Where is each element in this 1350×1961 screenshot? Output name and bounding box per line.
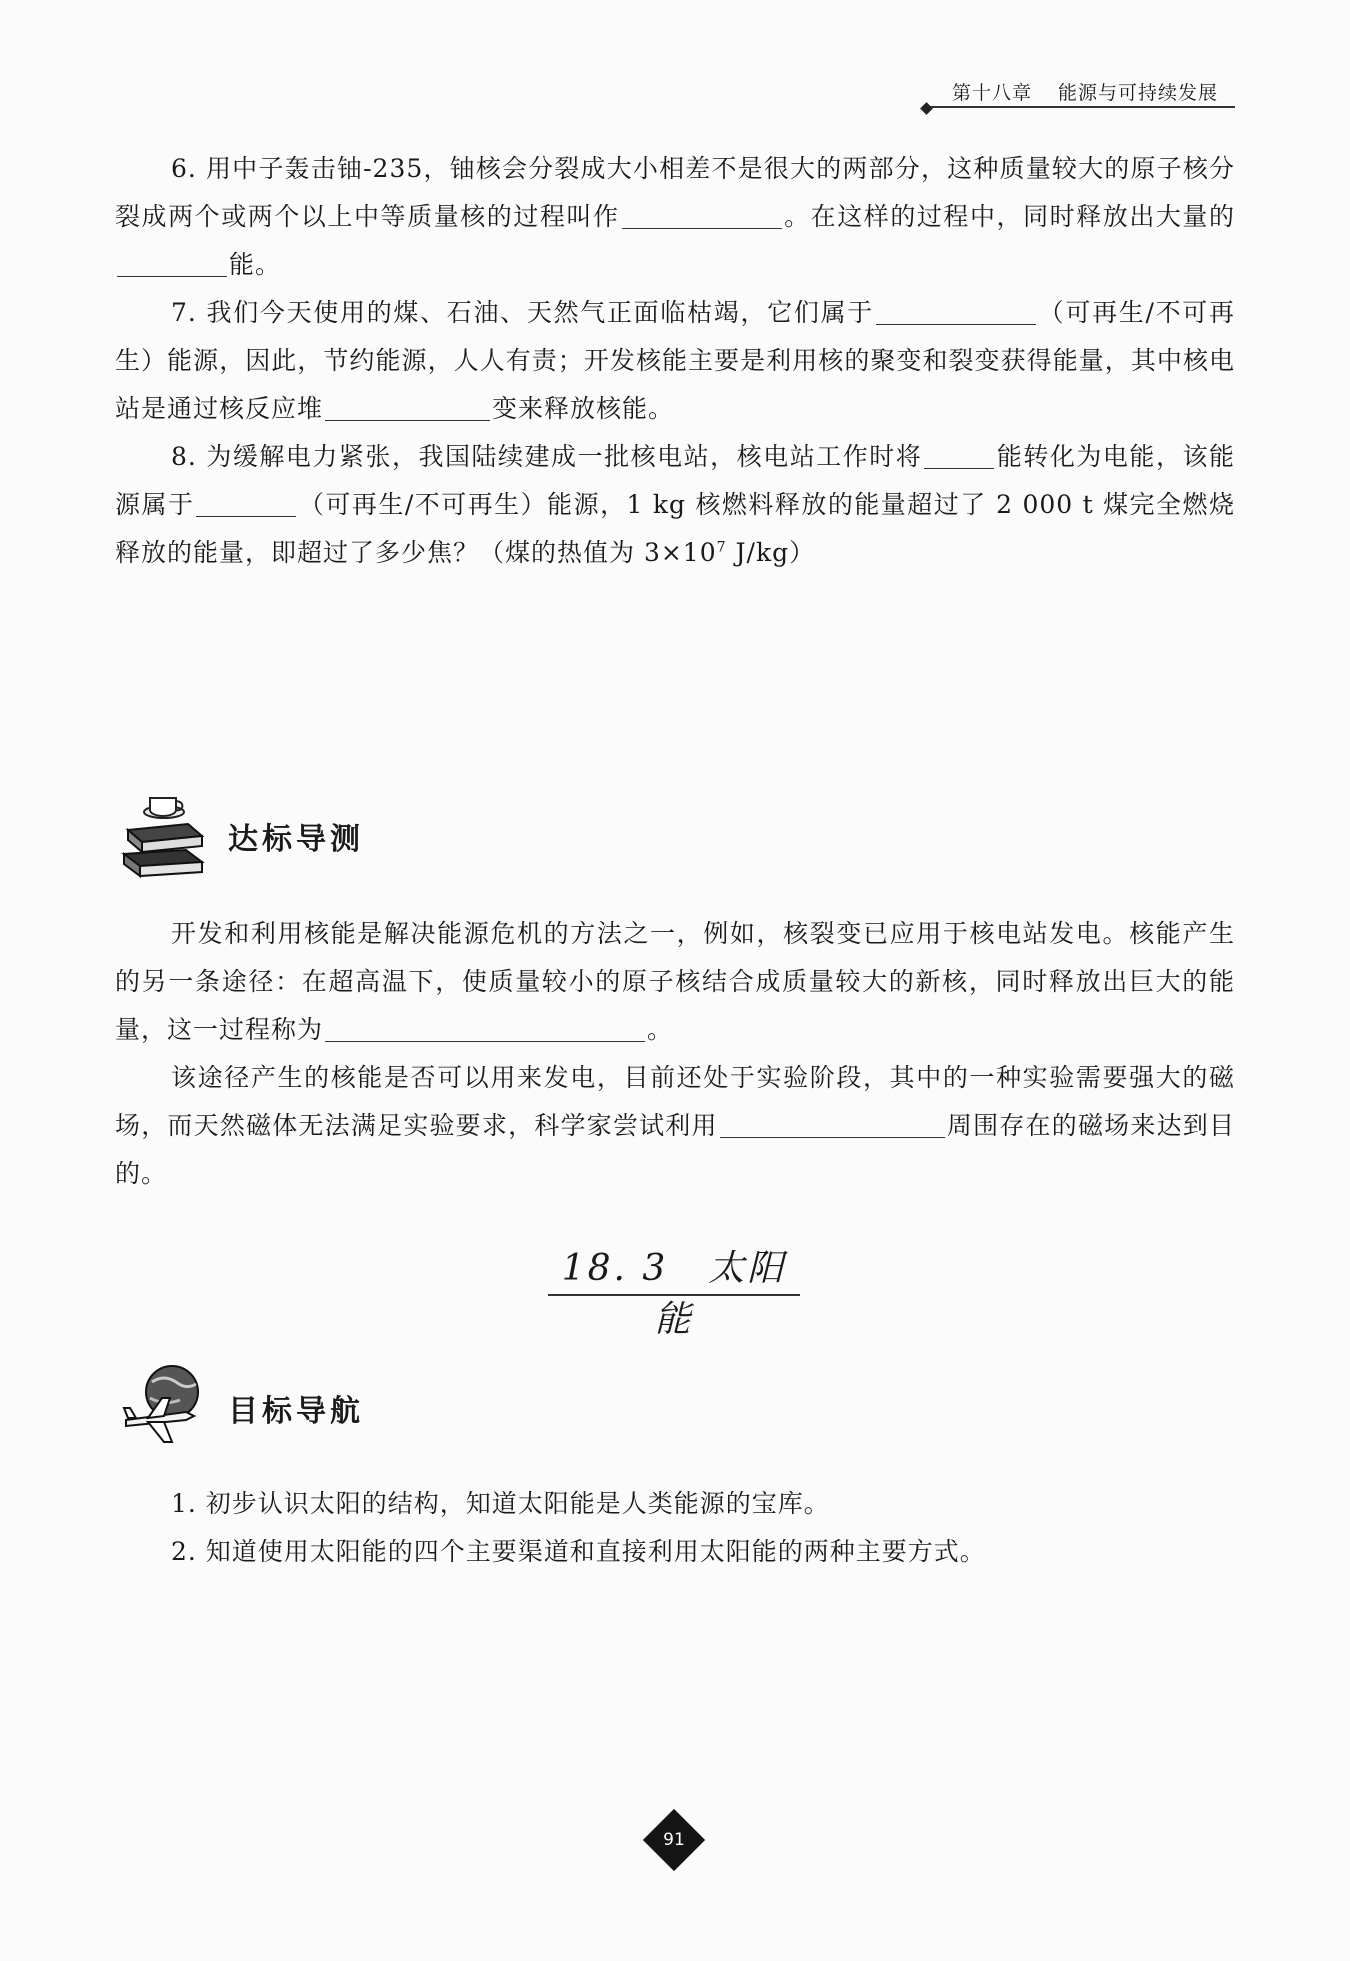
- test-paragraph-1-end: 。: [647, 1015, 674, 1044]
- chapter-title: 能源与可持续发展: [1058, 82, 1219, 104]
- question-6-text-c: 能。: [229, 250, 282, 279]
- test-paragraph-2-text: 该途径产生的核能是否可以用来发电，目前还处于实验阶段，其中的一种实验需要强大的磁场，而天然磁体无法满足实验要求，科学家尝试利用: [115, 1063, 1235, 1140]
- page-number-badge: [643, 1809, 705, 1871]
- lesson-title: [548, 1240, 800, 1340]
- answer-blank[interactable]: [117, 248, 227, 277]
- question-6: [115, 145, 1235, 289]
- page-number: 91: [663, 1830, 685, 1850]
- section-heading-test: [118, 790, 518, 880]
- question-8-text-c: （可再生/不可再生）能源，1 kg 核燃料释放的能量超过了 2 000 t 煤完全燃烧释放的能量，即超过了多少焦？（煤的热值为 3×10: [115, 490, 1235, 567]
- lesson-name: 太阳能: [654, 1248, 787, 1340]
- answer-blank[interactable]: [196, 488, 296, 517]
- question-7-text-b: （可再生/不可再生）能源，因此，节约能源，人人有责；开发核能主要是利用核的聚变和裂变获得能量，其中核电站是通过核反应堆: [115, 298, 1235, 423]
- question-6-text-a: 6. 用中子轰击铀-235，铀核会分裂成大小相差不是很大的两部分，这种质量较大的原子核分裂成两个或两个以上中等质量核的过程叫作: [115, 154, 1235, 231]
- chapter-number: 第十八章: [952, 82, 1033, 104]
- answer-blank[interactable]: [325, 1013, 645, 1042]
- answer-blank[interactable]: [876, 296, 1036, 325]
- question-8-text-d: J/kg）: [726, 538, 816, 567]
- exponent: 7: [716, 539, 727, 556]
- section-heading-goals: [118, 1360, 518, 1450]
- test-paragraph-2-end: 周围存在的磁场来达到目的。: [115, 1111, 1235, 1188]
- answer-blank[interactable]: [622, 200, 782, 229]
- section-title-goals: 目标导航: [228, 1394, 364, 1429]
- globe-airplane-icon: [118, 1360, 210, 1452]
- section-title-test: 达标导测: [228, 822, 364, 857]
- diamond-bullet-icon: [920, 102, 933, 115]
- test-paragraph-2: [115, 1054, 1235, 1198]
- goal-item-1: 1. 初步认识太阳的结构，知道太阳能是人类能源的宝库。: [171, 1489, 830, 1518]
- lesson-number: 18. 3: [561, 1248, 669, 1289]
- running-header: [930, 78, 1235, 108]
- answer-blank[interactable]: [720, 1109, 945, 1138]
- books-coffee-icon: [118, 790, 210, 890]
- exercise-questions: [115, 145, 1235, 577]
- question-7-text-a: 7. 我们今天使用的煤、石油、天然气正面临枯竭，它们属于: [171, 298, 874, 327]
- question-6-text-b: 。在这样的过程中，同时释放出大量的: [783, 202, 1235, 231]
- question-8-text-a: 8. 为缓解电力紧张，我国陆续建成一批核电站，核电站工作时将: [171, 442, 923, 471]
- test-paragraph-1-text: 开发和利用核能是解决能源危机的方法之一，例如，核裂变已应用于核电站发电。核能产生的另一条途径：在超高温下，使质量较小的原子核结合成质量较大的新核，同时释放出巨大的能量，这一过程称为: [115, 919, 1235, 1044]
- question-7: [115, 289, 1235, 433]
- answer-blank[interactable]: [325, 392, 490, 421]
- test-section-body: [115, 910, 1235, 1198]
- test-paragraph-1: [115, 910, 1235, 1054]
- answer-blank[interactable]: [924, 440, 994, 469]
- question-8: [115, 433, 1235, 577]
- question-8-text-b: 能转化为电能，该能源属于: [115, 442, 1235, 519]
- goals-list: [115, 1480, 1235, 1576]
- goal-item-2: 2. 知道使用太阳能的四个主要渠道和直接利用太阳能的两种主要方式。: [171, 1537, 986, 1566]
- question-7-text-c: 变来释放核能。: [492, 394, 675, 423]
